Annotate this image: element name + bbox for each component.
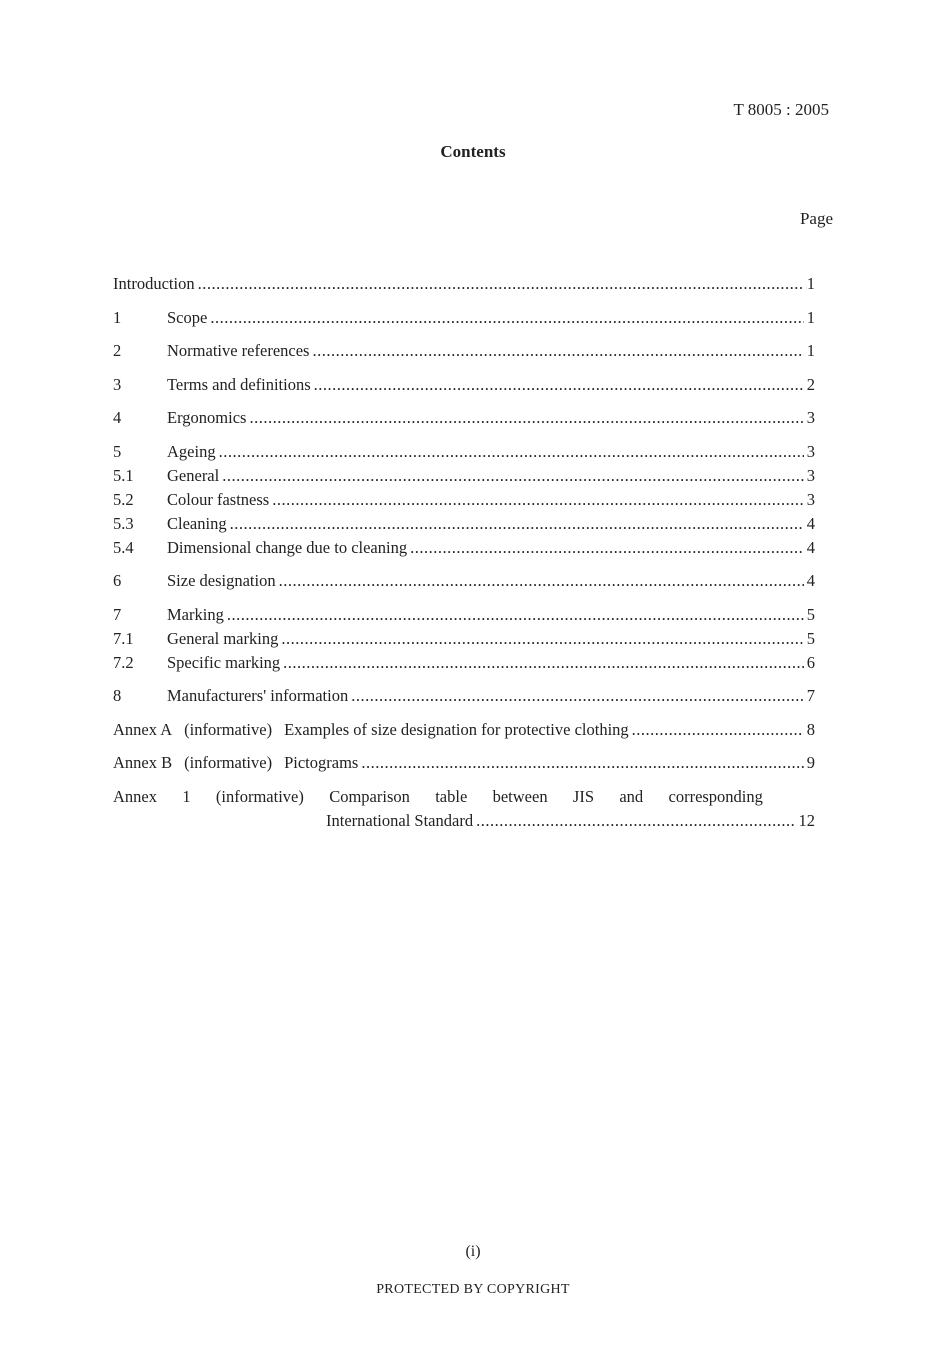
page-number: (i) — [465, 1243, 481, 1260]
dot-leader — [632, 718, 804, 742]
toc-entry-page: 7 — [806, 686, 815, 705]
toc-entry-terms-and-definitions[interactable] — [113, 373, 815, 397]
toc-entry-label: Specific marking — [167, 652, 281, 672]
toc-entry-label: Ergonomics — [167, 408, 247, 427]
annex-1-word: table — [435, 786, 468, 806]
toc-entry-page: 5 — [806, 604, 815, 624]
toc-entry-label: Marking — [167, 604, 224, 624]
toc-entry-page: 4 — [806, 571, 815, 590]
toc-entry-number: 7.1 — [113, 628, 134, 648]
toc-entry-cleaning[interactable] — [113, 512, 815, 536]
dot-leader — [351, 684, 804, 708]
toc-entry-label: Scope — [167, 307, 208, 327]
toc-entry-page: 1 — [806, 341, 815, 360]
annex-1-word: 1 — [182, 786, 191, 806]
toc-entry-specific-marking[interactable] — [113, 651, 815, 675]
dot-leader — [281, 627, 803, 651]
toc-entry-number: 7 — [113, 604, 122, 624]
toc-entry-number: 5.2 — [113, 489, 134, 509]
toc-entry-label: Dimensional change due to cleaning — [167, 537, 408, 557]
toc-entry-number: 5.3 — [113, 513, 134, 533]
toc-entry-manufacturers-information[interactable] — [113, 684, 815, 708]
toc-entry-marking[interactable] — [113, 603, 815, 627]
dot-leader — [279, 569, 804, 593]
annex-title-continued: International Standard — [326, 810, 474, 830]
annex-type: (informative) — [184, 753, 273, 772]
toc-entry-number: 5.4 — [113, 537, 134, 557]
toc-entry-number: 8 — [113, 686, 122, 705]
toc-entry-dimensional-change[interactable] — [113, 536, 815, 560]
toc-entry-page: 3 — [806, 465, 815, 485]
table-of-contents — [113, 272, 815, 833]
annex-1-word: (informative) — [215, 786, 304, 806]
dot-leader — [314, 373, 804, 397]
toc-entry-number: 4 — [113, 408, 122, 427]
page-title: Contents — [440, 142, 506, 161]
toc-entry-label: Introduction — [113, 274, 195, 293]
dot-leader — [361, 751, 803, 775]
annex-1-word: corresponding — [668, 786, 763, 806]
toc-entry-general[interactable] — [113, 464, 815, 488]
toc-entry-introduction[interactable] — [113, 272, 815, 296]
dot-leader — [283, 651, 804, 675]
toc-entry-general-marking[interactable] — [113, 627, 815, 651]
annex-1-word: and — [619, 786, 644, 806]
dot-leader — [210, 306, 803, 330]
toc-entry-page: 12 — [798, 810, 815, 830]
toc-entry-ageing[interactable] — [113, 440, 815, 464]
toc-entry-number: 5.1 — [113, 465, 134, 485]
annex-1-word: Comparison — [329, 786, 410, 806]
dot-leader — [227, 603, 804, 627]
annex-id: Annex A — [113, 719, 173, 739]
toc-entry-page: 4 — [806, 513, 815, 533]
dot-leader — [249, 406, 803, 430]
toc-entry-number: 5 — [113, 441, 122, 461]
annex-1-word: JIS — [572, 786, 595, 806]
toc-entry-label: General marking — [167, 628, 279, 648]
annex-1-first-line — [113, 785, 763, 809]
dot-leader — [230, 512, 804, 536]
toc-entry-number: 6 — [113, 571, 122, 590]
dot-leader — [219, 440, 804, 464]
dot-leader — [222, 464, 804, 488]
dot-leader — [410, 536, 804, 560]
annex-type: (informative) — [184, 719, 273, 739]
toc-entry-number: 3 — [113, 374, 122, 394]
toc-entry-size-designation[interactable] — [113, 569, 815, 593]
toc-entry-label: General — [167, 465, 220, 485]
toc-entry-page: 6 — [806, 652, 815, 672]
toc-entry-number: 7.2 — [113, 652, 134, 672]
toc-entry-annex-a[interactable] — [113, 718, 815, 742]
toc-entry-colour-fastness[interactable] — [113, 488, 815, 512]
dot-leader — [476, 809, 795, 833]
toc-entry-page: 3 — [806, 408, 815, 427]
toc-entry-page: 3 — [806, 441, 815, 461]
toc-entry-label: Colour fastness — [167, 489, 270, 509]
toc-entry-label: Manufacturers' information — [167, 686, 349, 705]
toc-entry-page: 3 — [806, 489, 815, 509]
toc-entry-ergonomics[interactable] — [113, 406, 815, 430]
annex-title: Pictograms — [284, 753, 359, 772]
copyright-notice: PROTECTED BY COPYRIGHT — [376, 1282, 570, 1297]
annex-id: Annex B — [113, 753, 173, 772]
toc-entry-page: 1 — [806, 307, 815, 327]
toc-entry-page: 8 — [806, 719, 815, 739]
toc-entry-label: Ageing — [167, 441, 216, 461]
annex-1-second-line — [113, 809, 815, 833]
annex-1-word: between — [492, 786, 548, 806]
standard-code: T 8005 : 2005 — [733, 100, 829, 119]
toc-entry-page: 5 — [806, 628, 815, 648]
toc-entry-label: Terms and definitions — [167, 374, 311, 394]
toc-entry-scope[interactable] — [113, 306, 815, 330]
toc-entry-number: 1 — [113, 307, 122, 327]
toc-entry-label: Normative references — [167, 341, 310, 360]
toc-entry-page: 9 — [806, 753, 815, 772]
toc-entry-page: 1 — [806, 274, 815, 293]
page-column-label: Page — [799, 209, 833, 228]
toc-entry-annex-b[interactable] — [113, 751, 815, 775]
toc-entry-annex-1[interactable] — [113, 785, 815, 833]
toc-entry-number: 2 — [113, 341, 122, 360]
dot-leader — [312, 339, 803, 363]
toc-entry-page: 4 — [806, 537, 815, 557]
toc-entry-label: Cleaning — [167, 513, 227, 533]
toc-entry-label: Size designation — [167, 571, 276, 590]
dot-leader — [198, 272, 804, 296]
annex-title: Examples of size designation for protective clothing — [284, 719, 629, 739]
toc-entry-page: 2 — [806, 374, 815, 394]
toc-entry-normative-references[interactable] — [113, 339, 815, 363]
annex-1-word: Annex — [113, 786, 157, 806]
dot-leader — [272, 488, 804, 512]
